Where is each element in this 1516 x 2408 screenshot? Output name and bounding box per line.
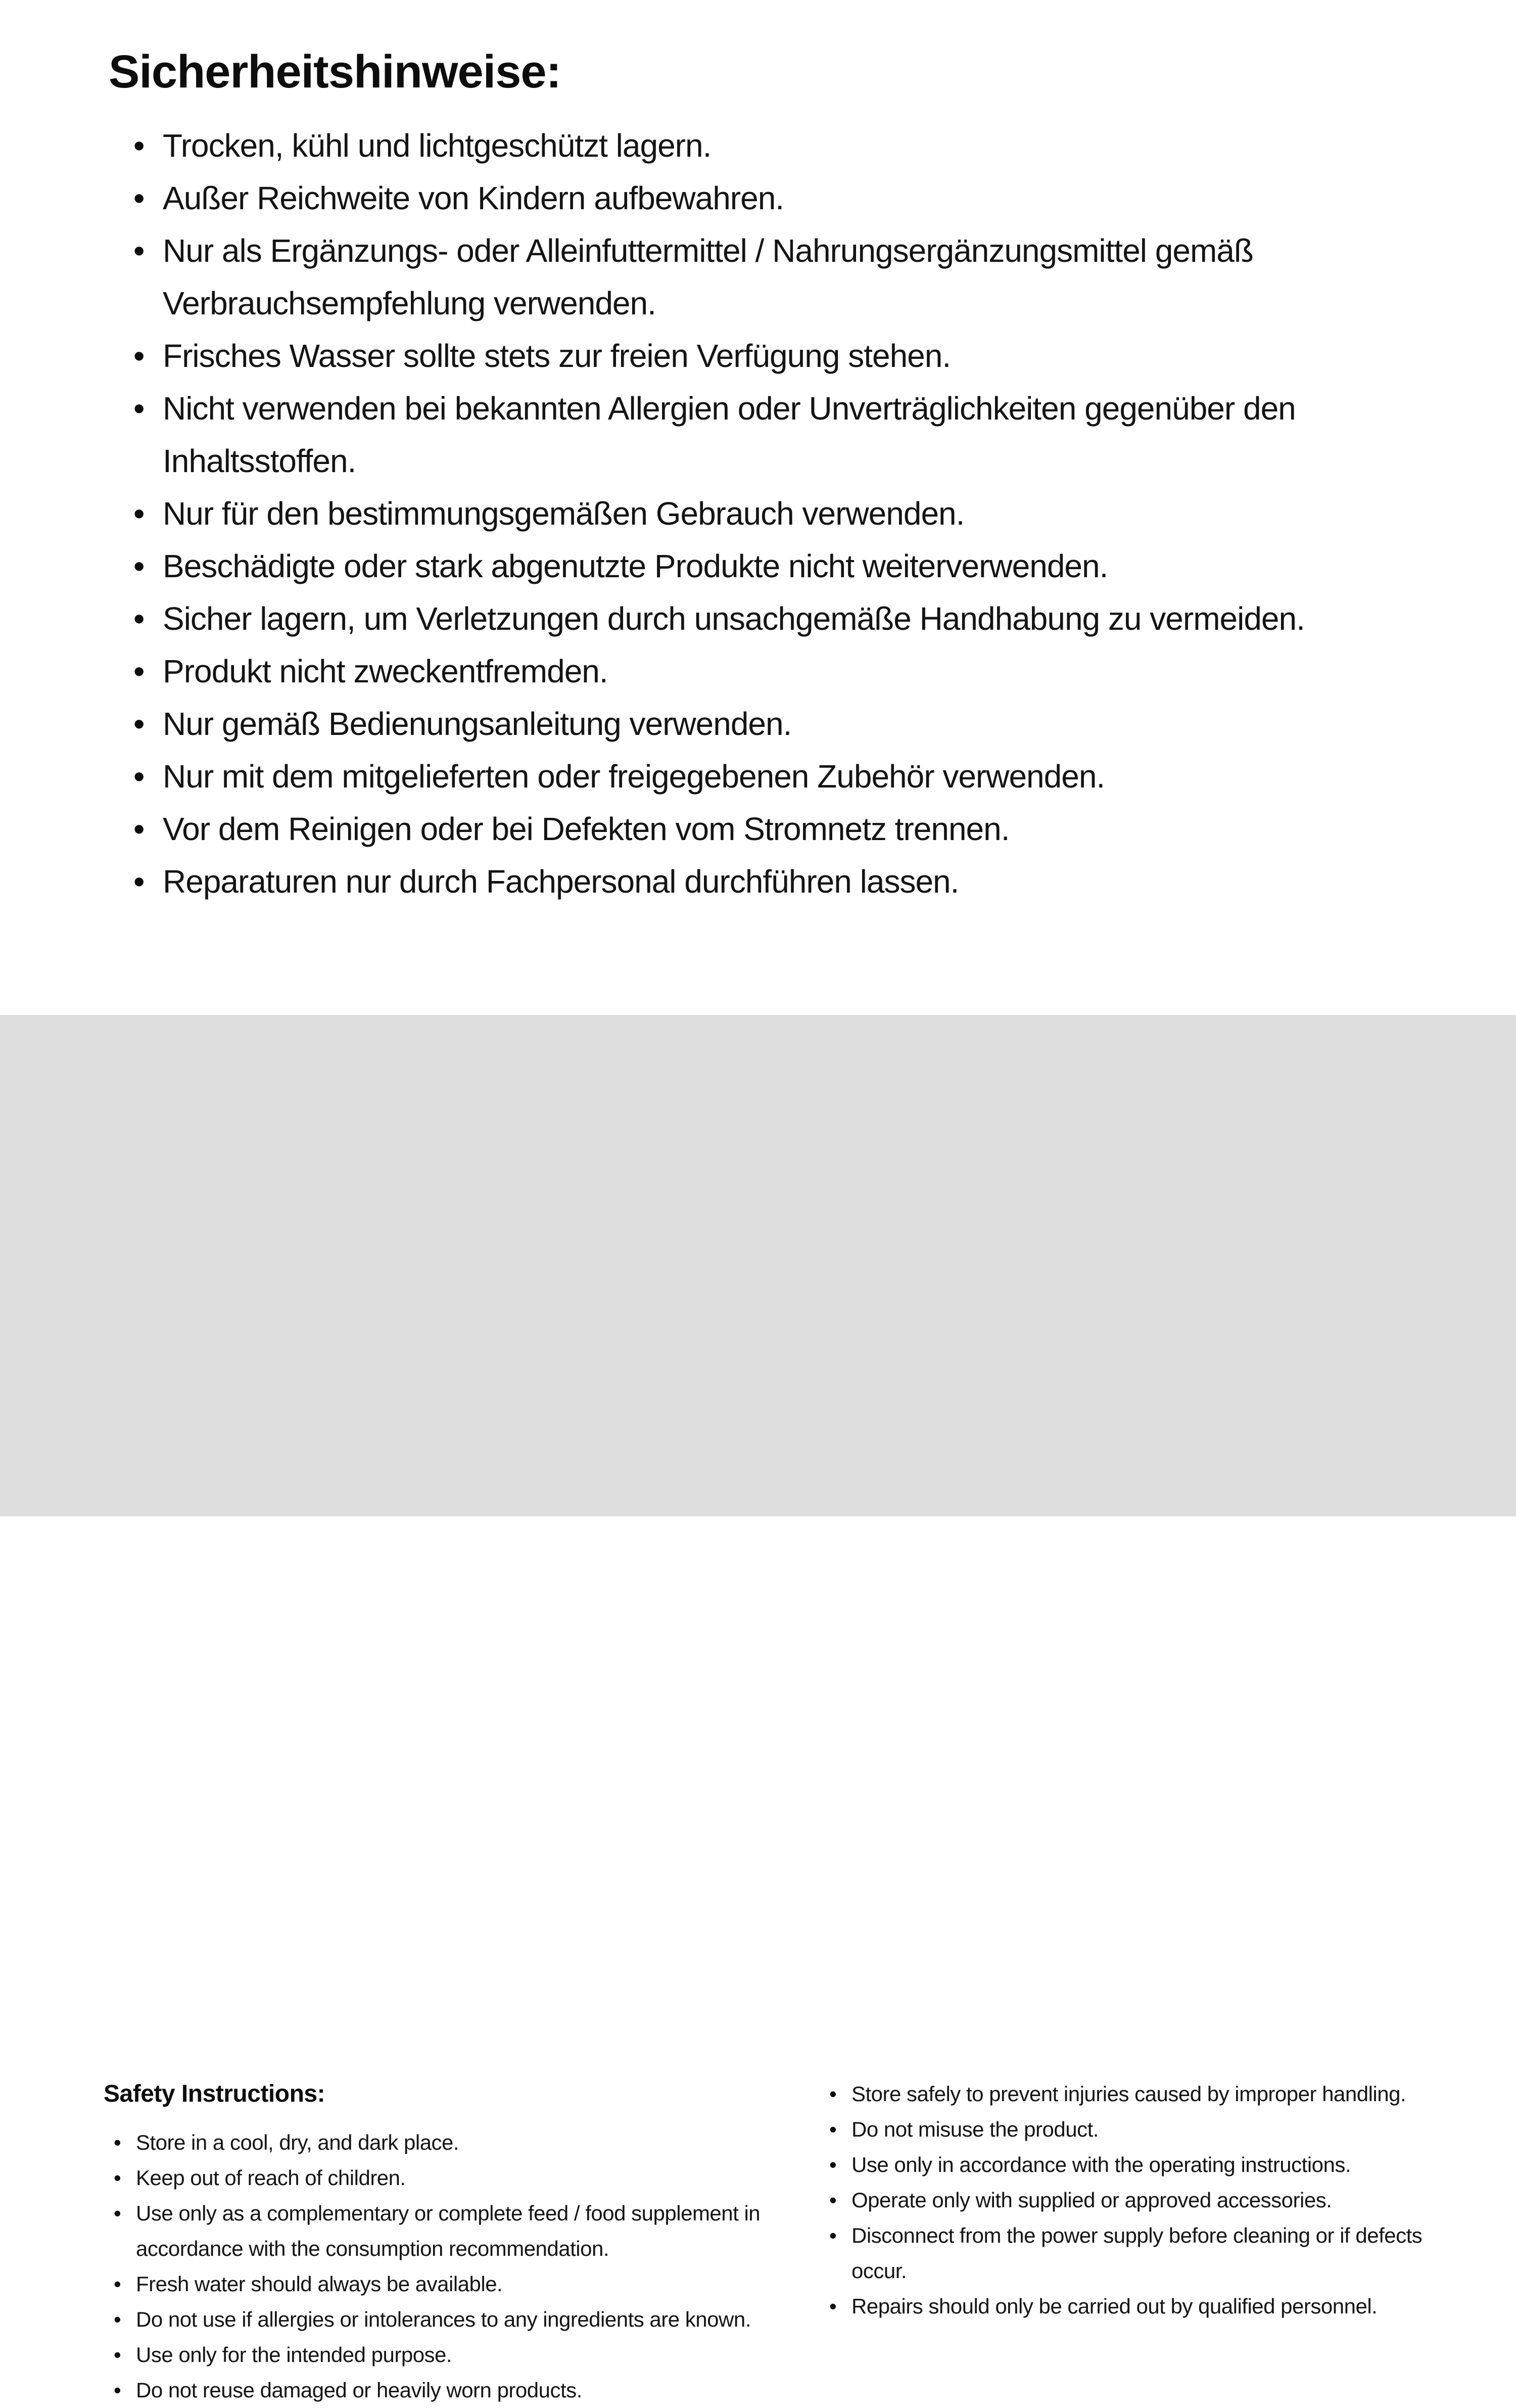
bullet-icon: • — [133, 390, 145, 427]
list-item-text: Nur gemäß Bedienungsanleitung verwenden. — [163, 706, 792, 742]
list-item — [133, 645, 1366, 698]
list-item — [133, 119, 1366, 172]
bullet-icon: • — [133, 127, 145, 164]
english-title: Safety Instructions: — [104, 2080, 325, 2107]
list-item — [133, 698, 1366, 750]
list-item — [114, 2125, 776, 2160]
list-item-text: Nur als Ergänzungs- oder Alleinfuttermittel / Nahrungsergänzungsmittel gemäß Verbrauchsempfehlung verwenden. — [163, 233, 1253, 321]
list-item — [829, 2147, 1476, 2183]
list-item — [133, 330, 1366, 382]
list-item-text: Use only in accordance with the operating instructions. — [851, 2153, 1351, 2177]
bullet-icon: • — [114, 2201, 121, 2225]
list-item-text: Sicher lagern, um Verletzungen durch unsachgemäße Handhabung zu vermeiden. — [163, 600, 1305, 637]
list-item-text: Vor dem Reinigen oder bei Defekten vom Stromnetz trennen. — [163, 811, 1010, 847]
list-item-text: Frisches Wasser sollte stets zur freien Verfügung stehen. — [163, 338, 951, 374]
list-item — [133, 750, 1366, 803]
list-item-text: Use only as a complementary or complete feed / food supplement in accordance with the consumption recommendation. — [136, 2201, 761, 2260]
list-item-text: Nicht verwenden bei bekannten Allergien oder Unverträglichkeiten gegenüber den Inhaltsstoffen. — [163, 390, 1296, 479]
list-item-text: Außer Reichweite von Kindern aufbewahren. — [163, 180, 784, 216]
english-column-right — [819, 2076, 1476, 2324]
list-item — [133, 487, 1366, 540]
bullet-icon: • — [133, 653, 145, 689]
list-item — [133, 382, 1366, 487]
bullet-icon: • — [114, 2378, 121, 2402]
bullet-icon: • — [133, 758, 145, 795]
list-item-text: Fresh water should always be available. — [136, 2272, 503, 2296]
list-item-text: Nur für den bestimmungsgemäßen Gebrauch verwenden. — [163, 495, 965, 532]
list-item — [829, 2218, 1476, 2289]
list-item — [133, 855, 1366, 908]
bullet-icon: • — [829, 2224, 837, 2247]
list-item — [114, 2337, 776, 2373]
bullet-icon: • — [133, 811, 145, 847]
list-item-text: Do not use if allergies or intolerances to any ingredients are known. — [136, 2307, 751, 2331]
english-safety-list-right — [819, 2076, 1476, 2324]
bullet-icon: • — [133, 600, 145, 637]
list-item — [133, 592, 1366, 645]
list-item-text: Trocken, kühl und lichtgeschützt lagern. — [163, 127, 712, 164]
bullet-icon: • — [829, 2117, 837, 2141]
list-item — [829, 2076, 1476, 2112]
list-item-text: Operate only with supplied or approved accessories. — [851, 2188, 1332, 2212]
list-item — [114, 2160, 776, 2196]
bullet-icon: • — [133, 548, 145, 584]
list-item-text: Do not misuse the product. — [851, 2117, 1099, 2141]
list-item-text: Beschädigte oder stark abgenutzte Produkte nicht weiterverwenden. — [163, 548, 1108, 584]
bullet-icon: • — [114, 2307, 121, 2331]
list-item-text: Store in a cool, dry, and dark place. — [136, 2131, 459, 2154]
bullet-icon: • — [829, 2153, 837, 2177]
bullet-icon: • — [133, 495, 145, 532]
list-item — [133, 540, 1366, 592]
list-item — [829, 2289, 1476, 2324]
bullet-icon: • — [829, 2188, 837, 2212]
bullet-icon: • — [114, 2272, 121, 2296]
english-column-left — [104, 2076, 776, 2408]
list-item-text: Nur mit dem mitgelieferten oder freigegebenen Zubehör verwenden. — [163, 758, 1105, 795]
list-item-text: Store safely to prevent injuries caused by improper handling. — [851, 2082, 1406, 2106]
list-item — [114, 2266, 776, 2302]
bullet-icon: • — [114, 2343, 121, 2367]
bullet-icon: • — [114, 2166, 121, 2190]
bullet-icon: • — [133, 706, 145, 742]
bullet-icon: • — [133, 180, 145, 216]
list-item-text: Produkt nicht zweckentfremden. — [163, 653, 608, 689]
english-section — [0, 1015, 1516, 2402]
list-item-text: Use only for the intended purpose. — [136, 2343, 452, 2367]
list-item — [133, 803, 1366, 855]
bullet-icon: • — [133, 863, 145, 900]
list-item-text: Reparaturen nur durch Fachpersonal durchführen lassen. — [163, 863, 959, 900]
bullet-icon: • — [133, 233, 145, 269]
list-item — [114, 2196, 776, 2266]
list-item-text: Repairs should only be carried out by qualified personnel. — [851, 2294, 1378, 2318]
list-item — [829, 2183, 1476, 2218]
list-item — [829, 2112, 1476, 2147]
list-item — [114, 2373, 776, 2408]
list-item-text: Do not reuse damaged or heavily worn products. — [136, 2378, 582, 2402]
bullet-icon: • — [829, 2294, 837, 2318]
list-item — [114, 2302, 776, 2337]
list-item-text: Disconnect from the power supply before cleaning or if defects occur. — [851, 2224, 1423, 2283]
german-safety-list — [133, 119, 1366, 908]
bullet-icon: • — [133, 338, 145, 374]
bullet-icon: • — [114, 2131, 121, 2154]
english-safety-list-left — [104, 2125, 776, 2408]
bullet-icon: • — [829, 2082, 837, 2106]
list-item — [133, 172, 1366, 224]
list-item — [133, 224, 1366, 330]
german-title: Sicherheitshinweise: — [109, 46, 561, 98]
list-item-text: Keep out of reach of children. — [136, 2166, 406, 2190]
